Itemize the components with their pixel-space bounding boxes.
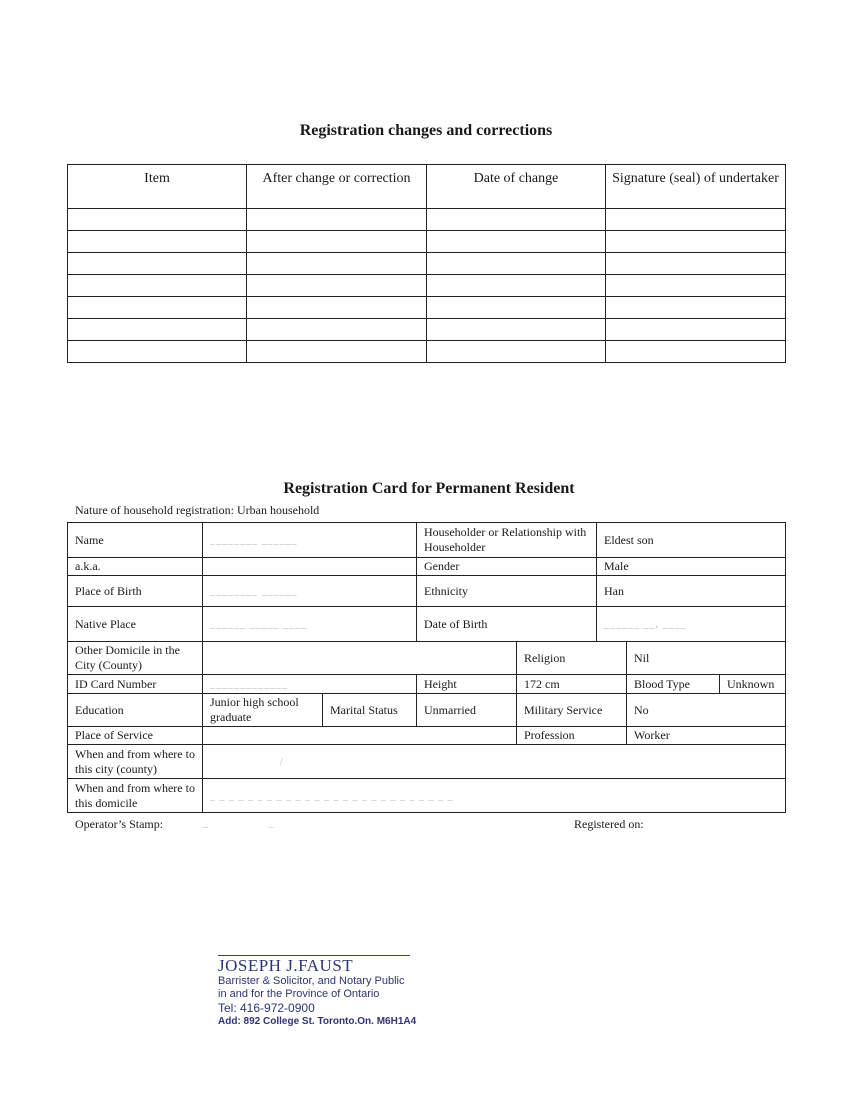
table-row — [68, 275, 786, 297]
redacted-text: ________ ______ — [210, 535, 298, 546]
household-nature: Nature of household registration: Urban household — [75, 503, 320, 517]
registered-on-label: Registered on: — [574, 817, 644, 831]
redacted-text: / — [210, 756, 284, 768]
native-place-label: Native Place — [68, 607, 203, 642]
profession-value: Worker — [627, 727, 786, 745]
id-card-value — [203, 675, 417, 694]
blood-type-value: Unknown — [720, 675, 786, 694]
religion-value: Nil — [627, 642, 786, 675]
military-label: Military Service — [517, 694, 627, 727]
card-row-aka — [68, 558, 786, 576]
notary-stamp-name: JOSEPH J.FAUST — [218, 956, 354, 975]
card-row-from-where-domicile — [68, 779, 786, 813]
card-row-name — [68, 523, 786, 558]
redacted-text: _ _ _ _ _ _ _ _ _ _ _ _ _ _ _ _ _ _ _ _ _ _ _ _ _ _ — [210, 790, 454, 802]
changes-header-row — [68, 165, 786, 209]
redacted-text: _____________ — [210, 679, 288, 690]
table-row — [68, 209, 786, 231]
from-where-city-value — [203, 745, 786, 779]
changes-title: Registration changes and corrections — [299, 122, 553, 139]
marital-label: Marital Status — [323, 694, 417, 727]
registration-card-table — [67, 522, 786, 813]
table-row — [68, 297, 786, 319]
card-row-other-domicile — [68, 642, 786, 675]
place-of-birth-value — [203, 576, 417, 607]
gender-label: Gender — [417, 558, 597, 576]
card-row-place-of-birth — [68, 576, 786, 607]
military-value: No — [627, 694, 786, 727]
aka-label: a.k.a. — [68, 558, 203, 576]
blood-type-label: Blood Type — [627, 675, 720, 694]
notary-stamp-line-1: Barrister & Solicitor, and Notary Public — [218, 975, 405, 987]
aka-value — [203, 558, 417, 576]
col-after-change: After change or correction — [247, 165, 427, 209]
other-domicile-label: Other Domicile in the City (County) — [68, 642, 203, 675]
notary-stamp-line-4: Add: 892 College St. Toronto.On. M6H1A4 — [218, 1016, 417, 1027]
card-row-from-where-city — [68, 745, 786, 779]
changes-table — [67, 164, 786, 363]
table-row — [68, 231, 786, 253]
date-of-birth-label: Date of Birth — [417, 607, 597, 642]
height-value: 172 cm — [517, 675, 627, 694]
marital-value: Unmarried — [417, 694, 517, 727]
card-row-education — [68, 694, 786, 727]
card-title: Registration Card for Permanent Resident — [283, 480, 575, 497]
redacted-text: ______ _____ ____ — [210, 619, 307, 630]
religion-label: Religion — [517, 642, 627, 675]
card-row-place-of-service — [68, 727, 786, 745]
card-row-id-card — [68, 675, 786, 694]
other-domicile-value — [203, 642, 517, 675]
height-label: Height — [417, 675, 517, 694]
table-row — [68, 319, 786, 341]
gender-value: Male — [597, 558, 786, 576]
notary-stamp-line-3: Tel: 416-972-0900 — [218, 1001, 315, 1015]
place-of-service-label: Place of Service — [68, 727, 203, 745]
date-of-birth-value — [597, 607, 786, 642]
id-card-label: ID Card Number — [68, 675, 203, 694]
native-place-value — [203, 607, 417, 642]
redacted-text: ______ __, ____ — [604, 619, 687, 630]
from-where-city-label: When and from where to this city (county) — [68, 745, 203, 779]
relationship-label: Householder or Relationship with Householder — [417, 523, 597, 558]
operator-stamp-label: Operator’s Stamp: — [75, 817, 164, 831]
table-row — [68, 253, 786, 275]
col-item: Item — [68, 165, 247, 209]
table-row — [68, 341, 786, 363]
card-row-native-place — [68, 607, 786, 642]
from-where-domicile-value — [203, 779, 786, 813]
notary-stamp-line-2: in and for the Province of Ontario — [218, 988, 380, 1000]
ethnicity-value: Han — [597, 576, 786, 607]
relationship-value: Eldest son — [597, 523, 786, 558]
name-label: Name — [68, 523, 203, 558]
col-signature: Signature (seal) of undertaker — [606, 165, 786, 209]
operator-stamp-redacted: _ _ — [203, 818, 275, 829]
name-value — [203, 523, 417, 558]
place-of-birth-label: Place of Birth — [68, 576, 203, 607]
place-of-service-value — [203, 727, 517, 745]
education-label: Education — [68, 694, 203, 727]
from-where-domicile-label: When and from where to this domicile — [68, 779, 203, 813]
redacted-text: ________ ______ — [210, 586, 298, 597]
ethnicity-label: Ethnicity — [417, 576, 597, 607]
col-date-of-change: Date of change — [427, 165, 606, 209]
education-value: Junior high school graduate — [203, 694, 323, 727]
profession-label: Profession — [517, 727, 627, 745]
